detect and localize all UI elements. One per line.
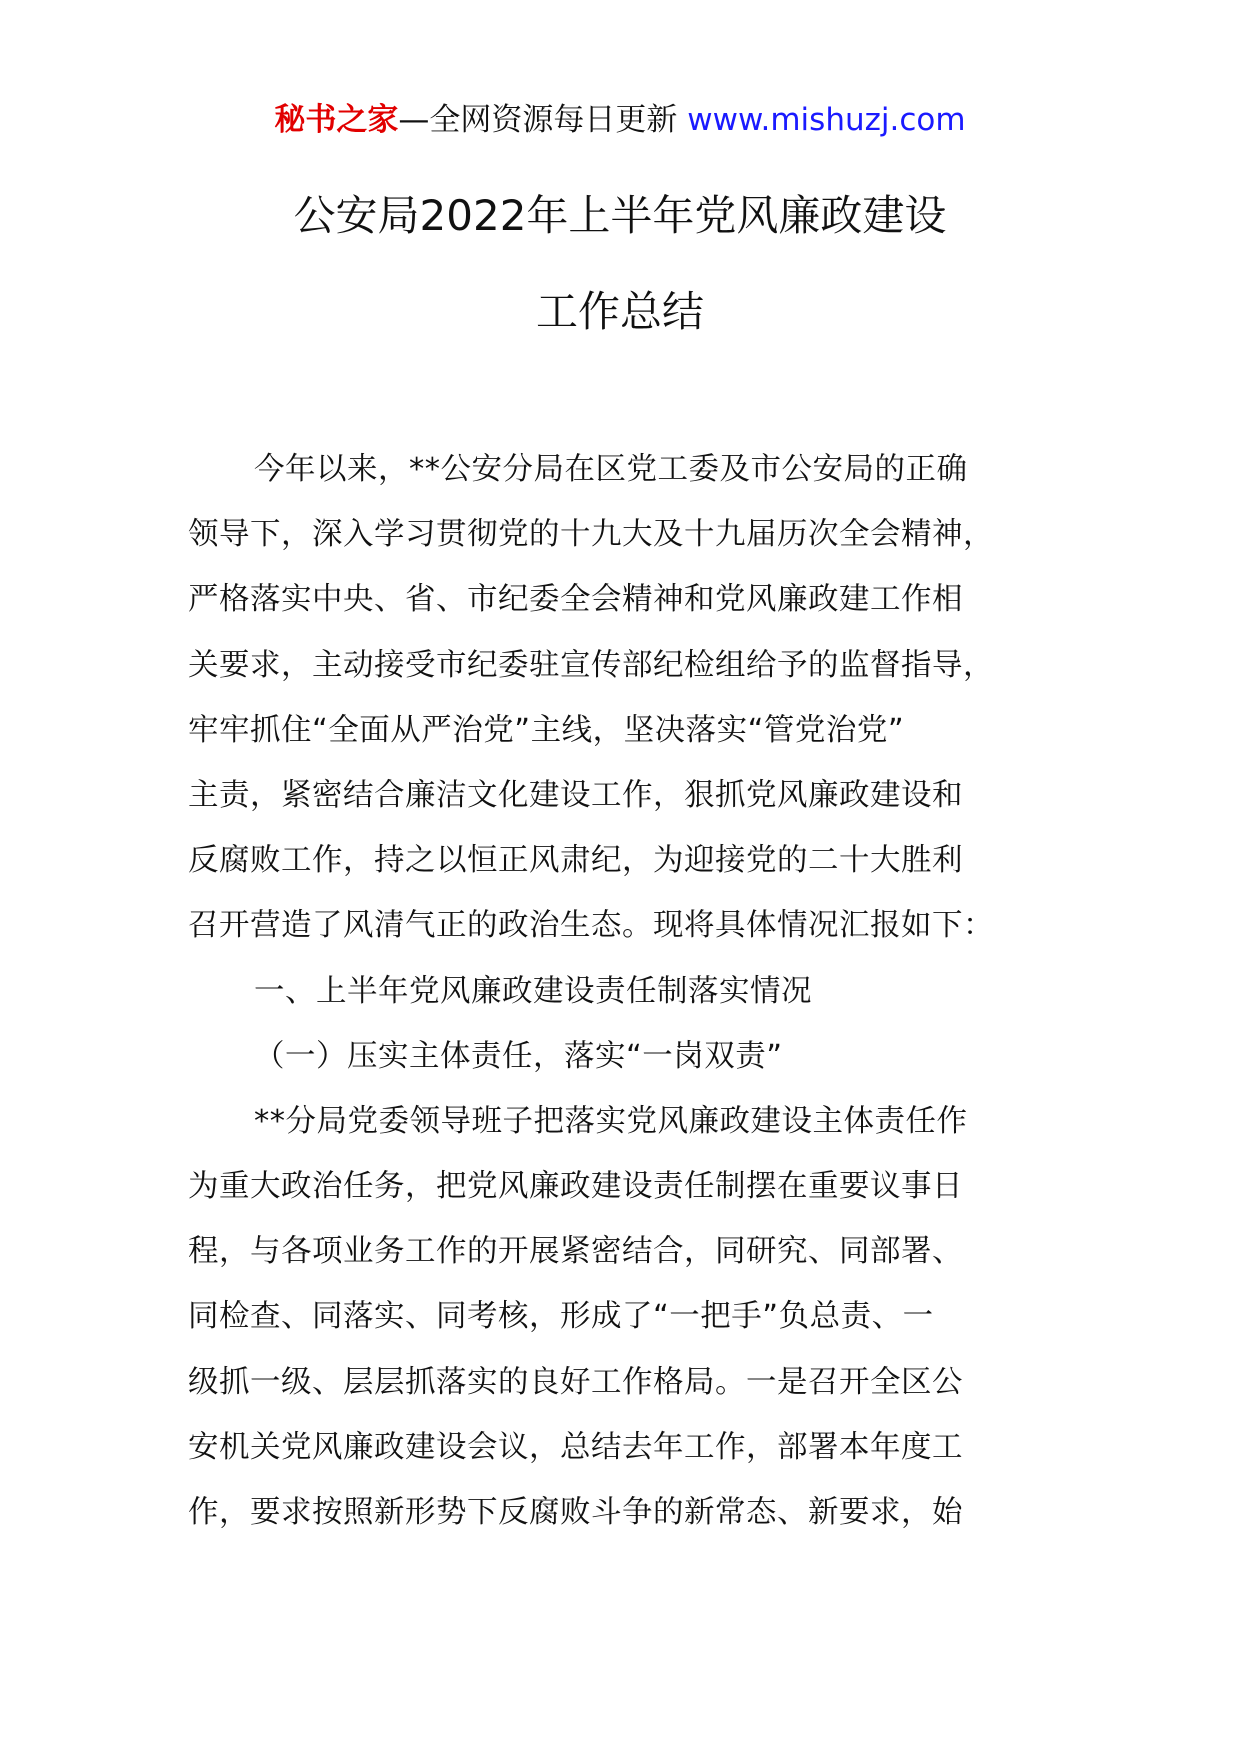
body-line-3: 严格落实中央、省、市纪委全会精神和党风廉政建工作相 [188,582,963,618]
document-title-line-2: 工作总结 [535,287,704,336]
body-line-1: 今年以来，**公安分局在区党工委及市公安局的正确 [254,452,968,487]
body-line-4: 关要求，主动接受市纪委驻宣传部纪检组给予的监督指导， [188,647,994,683]
document-body [188,437,1054,1545]
body-line-2: 领导下，深入学习贯彻党的十九大及十九届历次全会精神， [188,517,994,553]
body-line-5: 牢牢抓住“全面从严治党”主线，坚决落实“管党治党” [188,712,905,748]
subsection-heading: （一）压实主体责任，落实“一岗双责” [254,1038,783,1074]
body-line-11: **分局党委领导班子把落实党风廉政建设主体责任作 [254,1103,968,1139]
site-url-link[interactable]: www.mishuzj.com [687,102,966,138]
body-line-17: 作，要求按照新形势下反腐败斗争的新常态、新要求，始 [188,1495,963,1530]
site-tagline: —全网资源每日更新 [398,102,678,138]
site-header [0,100,1240,140]
body-line-14: 同检查、同落实、同考核，形成了“一把手”负总责、一 [188,1299,934,1335]
body-line-16: 安机关党风廉政建设会议，总结去年工作，部署本年度工 [188,1429,963,1465]
body-line-15: 级抓一级、层层抓落实的良好工作格局。一是召开全区公 [188,1364,963,1400]
section-heading: 一、上半年党风廉政建设责任制落实情况 [254,973,812,1009]
body-line-7: 反腐败工作，持之以恒正风肃纪，为迎接党的二十大胜利 [188,843,963,879]
body-line-12: 为重大政治任务，把党风廉政建设责任制摆在重要议事日 [188,1169,963,1205]
site-brand: 秘书之家 [274,102,399,138]
document-title-line-1: 公安局2022年上半年党风廉政建设 [293,191,947,240]
body-line-13: 程，与各项业务工作的开展紧密结合，同研究、同部署、 [188,1234,963,1270]
body-line-8: 召开营造了风清气正的政治生态。现将具体情况汇报如下： [188,908,994,944]
body-line-6: 主责，紧密结合廉洁文化建设工作，狠抓党风廉政建设和 [188,777,963,813]
